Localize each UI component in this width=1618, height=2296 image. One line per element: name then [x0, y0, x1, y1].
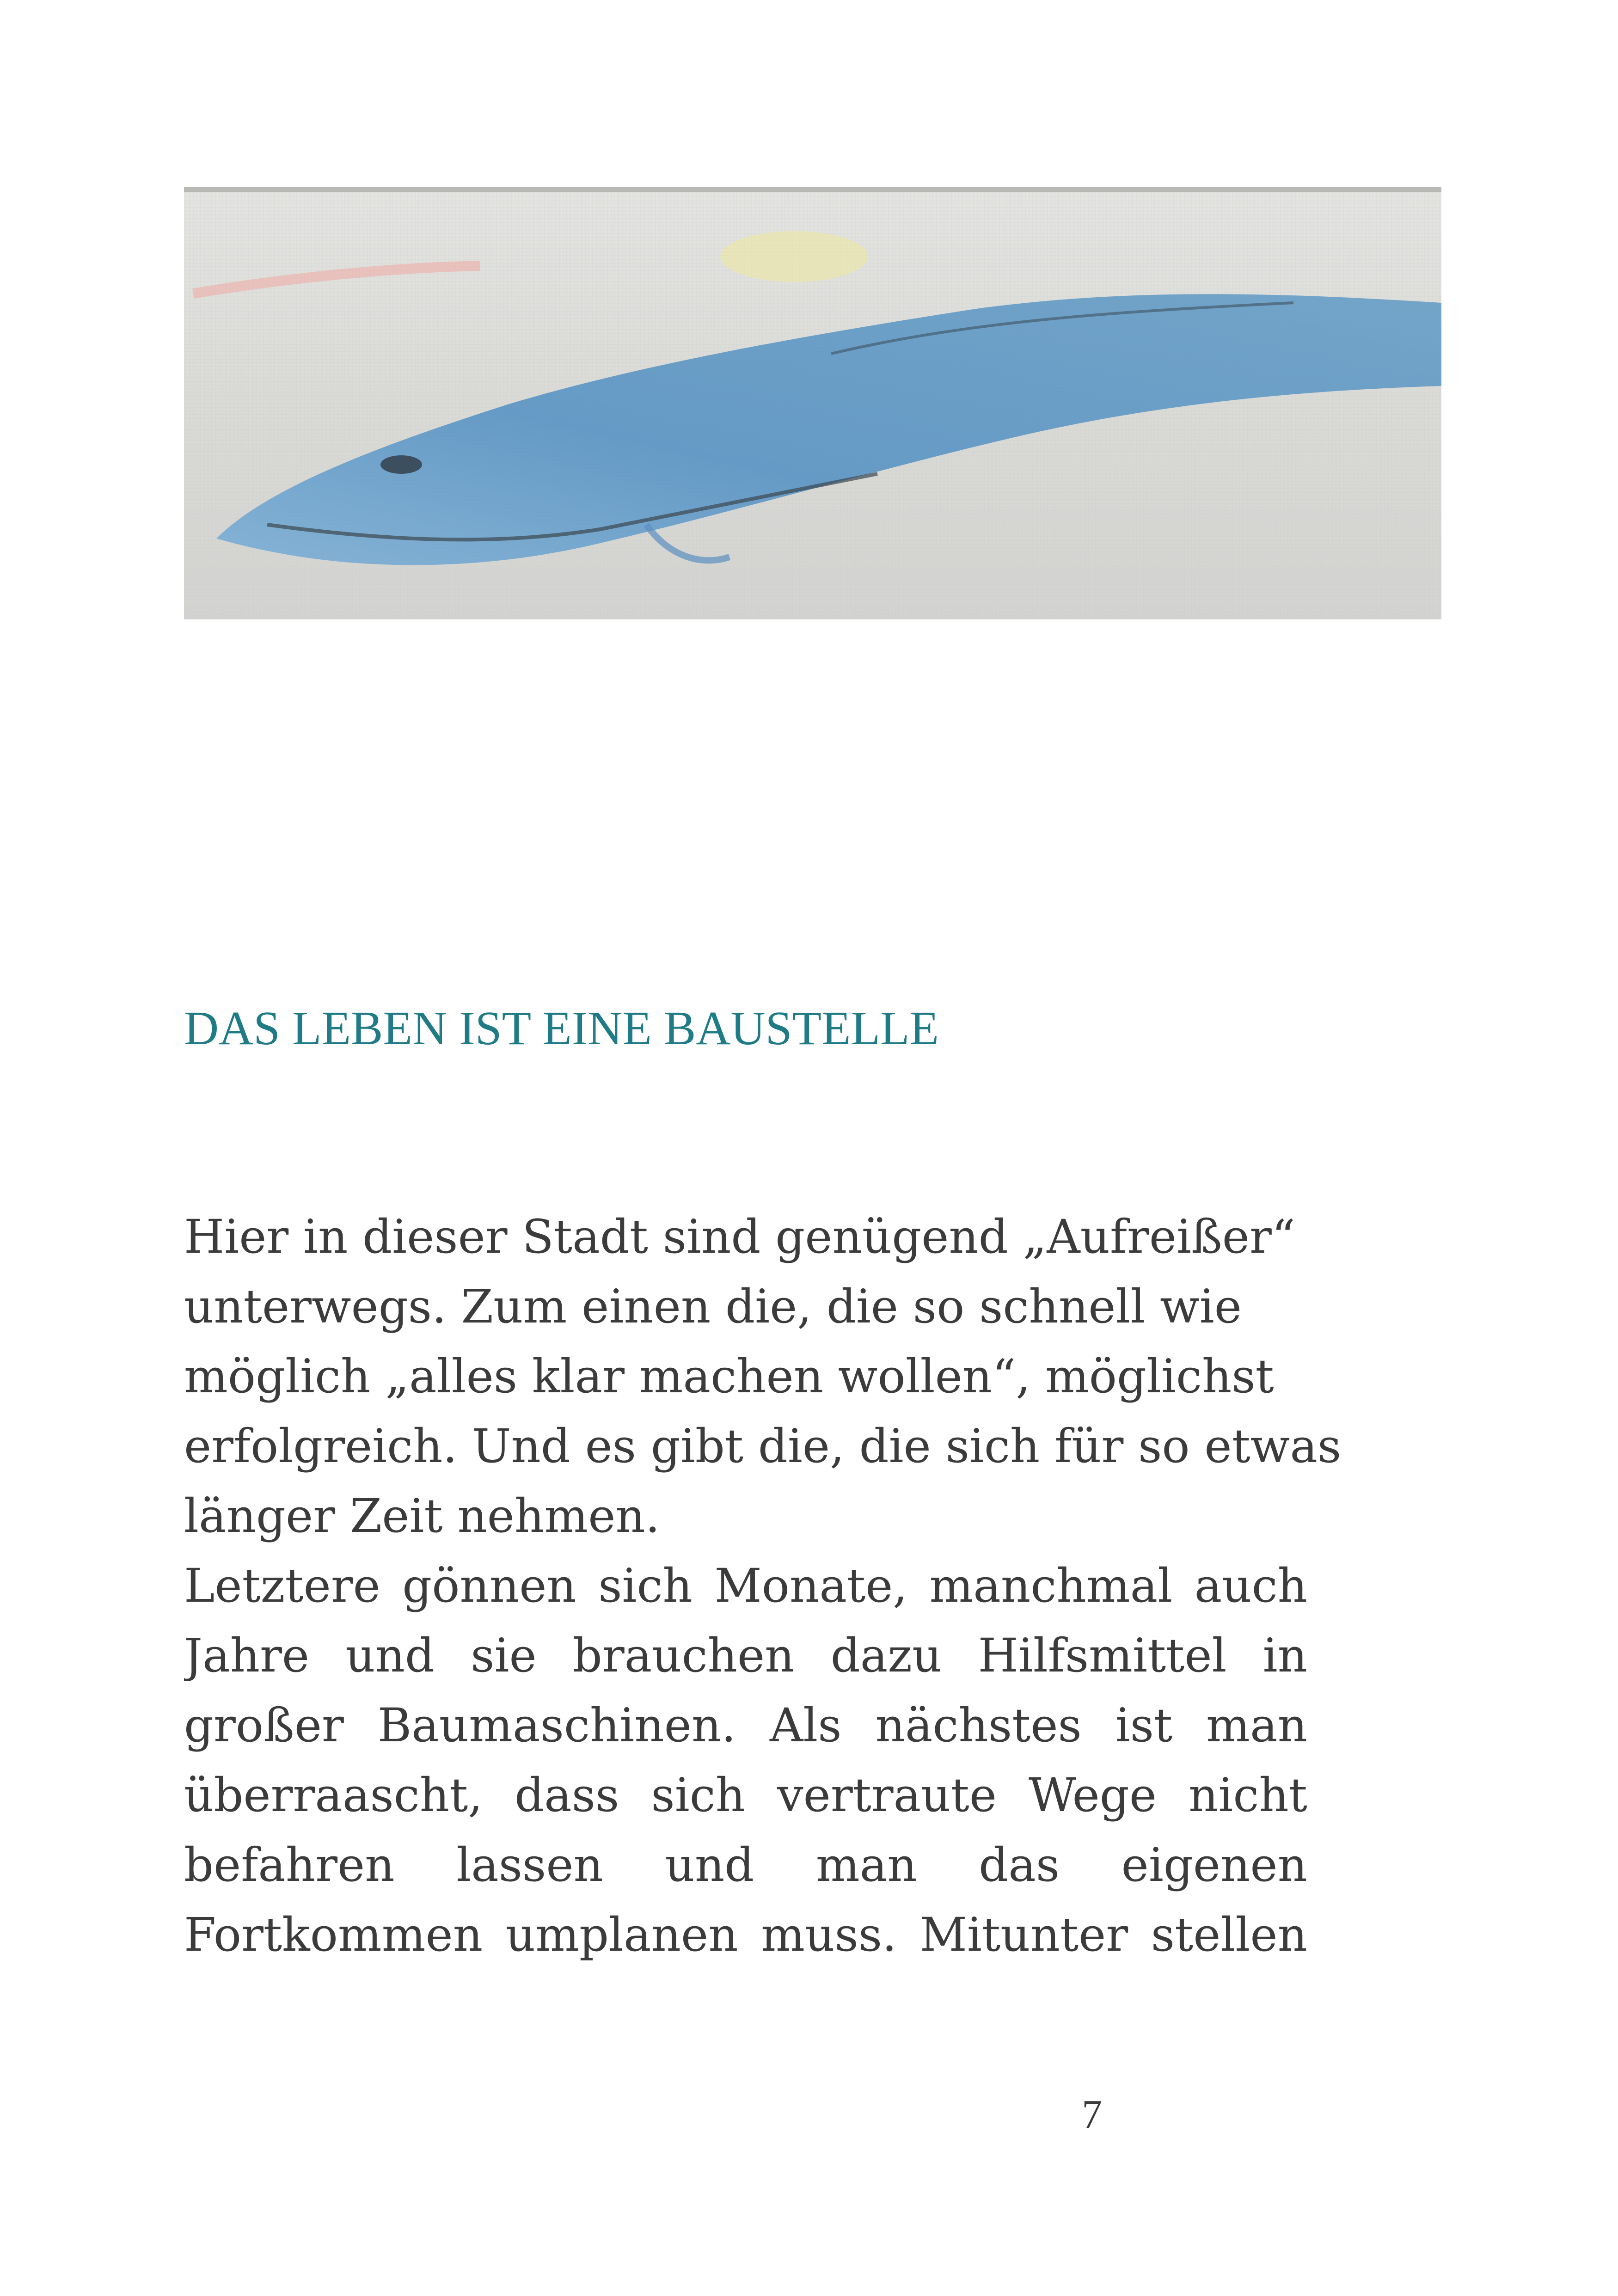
chapter-title: DAS LEBEN IST EINE BAUSTELLE	[184, 1002, 939, 1055]
text-line: möglich „alles klar machen wollen“, möglichst	[184, 1349, 1274, 1403]
text-line: Jahre und sie brauchen dazu Hilfsmittel in	[184, 1629, 1307, 1683]
text-line: großer Baumaschinen. Als nächstes ist man	[184, 1698, 1307, 1752]
yellow-spot	[720, 231, 868, 282]
text-line: unterwegs. Zum einen die, die so schnell wie	[184, 1280, 1242, 1334]
painting-canvas	[184, 187, 1441, 619]
text-line: Fortkommen umplanen muss. Mitunter stellen	[184, 1908, 1307, 1962]
text-line: erfolgreich. Und es gibt die, die sich für so etwas	[184, 1419, 1342, 1473]
creature-eye	[380, 455, 422, 474]
painting-illustration	[184, 187, 1441, 619]
text-line: länger Zeit nehmen.	[184, 1489, 660, 1543]
text-line: befahren lassen und man das eigenen	[184, 1838, 1307, 1892]
page-number: 7	[1082, 2092, 1102, 2137]
canvas-top-edge	[184, 187, 1441, 192]
text-line: überraascht, dass sich vertraute Wege nicht	[184, 1768, 1307, 1822]
text-line: Hier in dieser Stadt sind genügend „Aufreißer“	[184, 1210, 1295, 1264]
text-line: Letztere gönnen sich Monate, manchmal auch	[184, 1559, 1307, 1613]
body-text	[184, 1202, 1342, 1970]
